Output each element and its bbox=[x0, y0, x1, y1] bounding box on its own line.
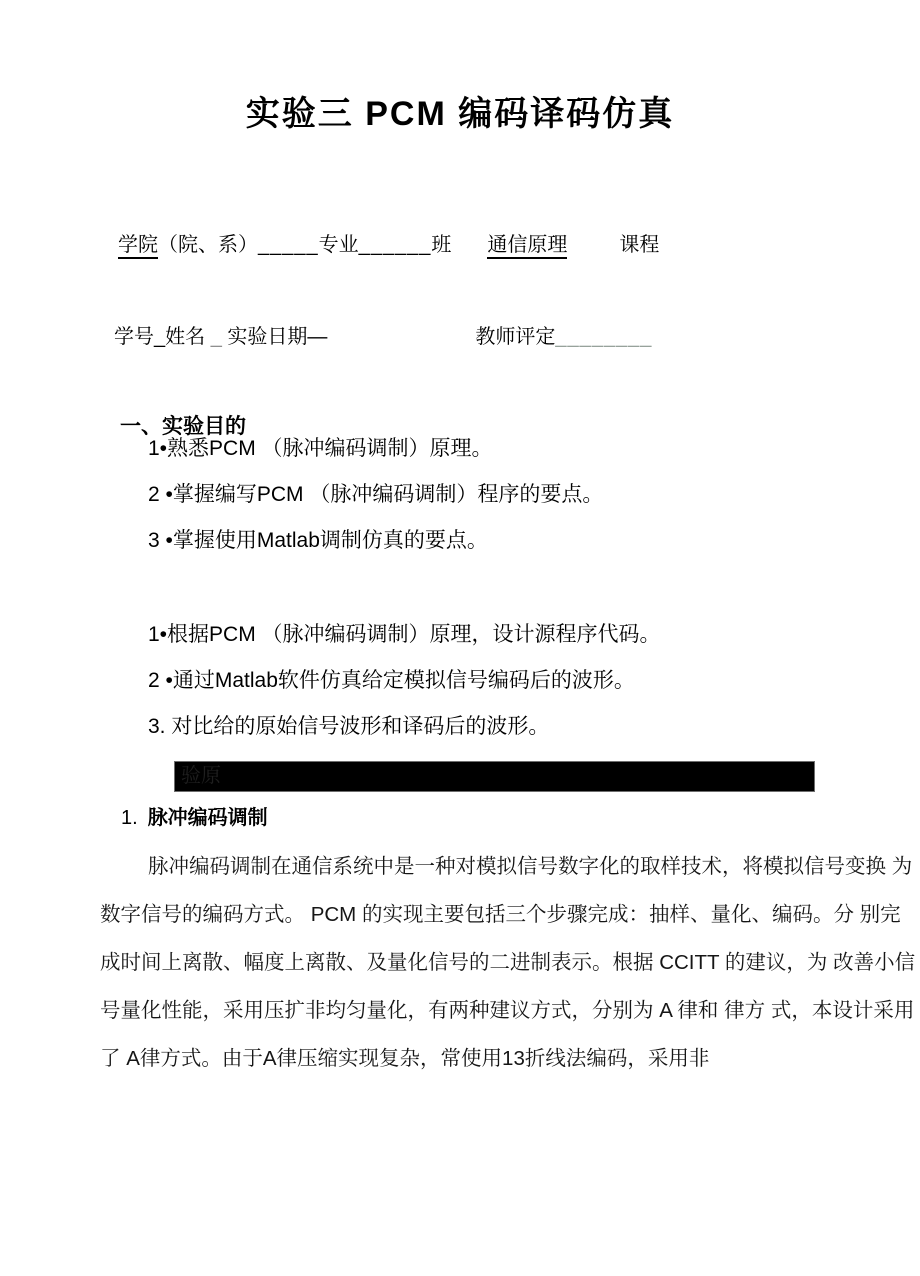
section-number: 1. bbox=[121, 807, 138, 829]
class-label: 班 bbox=[431, 234, 452, 256]
major-label: 专业 bbox=[318, 234, 359, 256]
page-title: 实验三 PCM 编码译码仿真 bbox=[245, 95, 675, 133]
paragraph-line: 号量化性能，采用压扩非均匀量化，有两种建议方式，分别为 A 律和 律方 式，本设计采用 bbox=[100, 999, 915, 1022]
list-item: 1•熟悉PCM （脉冲编码调制）原理。 bbox=[148, 437, 493, 460]
date-label: 实验日期— bbox=[227, 326, 328, 348]
list-item: 2 •通过Matlab软件仿真给定模拟信号编码后的波形。 bbox=[148, 669, 635, 692]
course-name: 通信原理 bbox=[487, 234, 567, 259]
redacted-heading-bar bbox=[174, 761, 815, 792]
header-line-college bbox=[118, 228, 659, 257]
course-label: 课程 bbox=[619, 234, 660, 256]
paragraph-line: 脉冲编码调制在通信系统中是一种对模拟信号数字化的取样技术，将模拟信号变换 为 bbox=[148, 855, 913, 878]
redacted-heading-text: 验原 bbox=[181, 765, 221, 787]
name-blank: _ bbox=[210, 326, 222, 348]
major-blank: ______ bbox=[358, 234, 432, 256]
purpose-list bbox=[148, 436, 603, 574]
section-title-text: 脉冲编码调制 bbox=[147, 807, 268, 829]
teacher-label: 教师评定 bbox=[475, 326, 556, 348]
list-item: 3 •掌握使用Matlab调制仿真的要点。 bbox=[148, 529, 488, 552]
list-item: 1•根据PCM （脉冲编码调制）原理，设计源程序代码。 bbox=[148, 623, 661, 646]
principle-paragraph bbox=[100, 843, 916, 1083]
section-purpose-heading: 一、实验目的 bbox=[120, 415, 246, 438]
college-blank: _____ bbox=[258, 234, 319, 256]
college-suffix: （院、系） bbox=[158, 234, 258, 256]
college-label: 学院 bbox=[118, 234, 158, 259]
section-principle-heading bbox=[121, 801, 268, 830]
paragraph-line: 成时间上离散、幅度上离散、及量化信号的二进制表示。根据 CCITT 的建议，为 改善小信 bbox=[100, 951, 916, 974]
paragraph-line: 数字信号的编码方式。 PCM 的实现主要包括三个步骤完成：抽样、量化、编码。分 别完 bbox=[100, 903, 901, 926]
list-item: 2 •掌握编写PCM （脉冲编码调制）程序的要点。 bbox=[148, 483, 604, 506]
student-info-label: 学号_姓名 bbox=[114, 326, 206, 348]
teacher-blank: ________ bbox=[555, 326, 653, 348]
paragraph-line: 了 A律方式。由于A律压缩实现复杂，常使用13折线法编码，采用非 bbox=[100, 1047, 710, 1070]
tasks-list bbox=[148, 622, 661, 760]
header-line-student bbox=[114, 320, 652, 349]
list-item: 3. 对比给的原始信号波形和译码后的波形。 bbox=[148, 715, 550, 738]
